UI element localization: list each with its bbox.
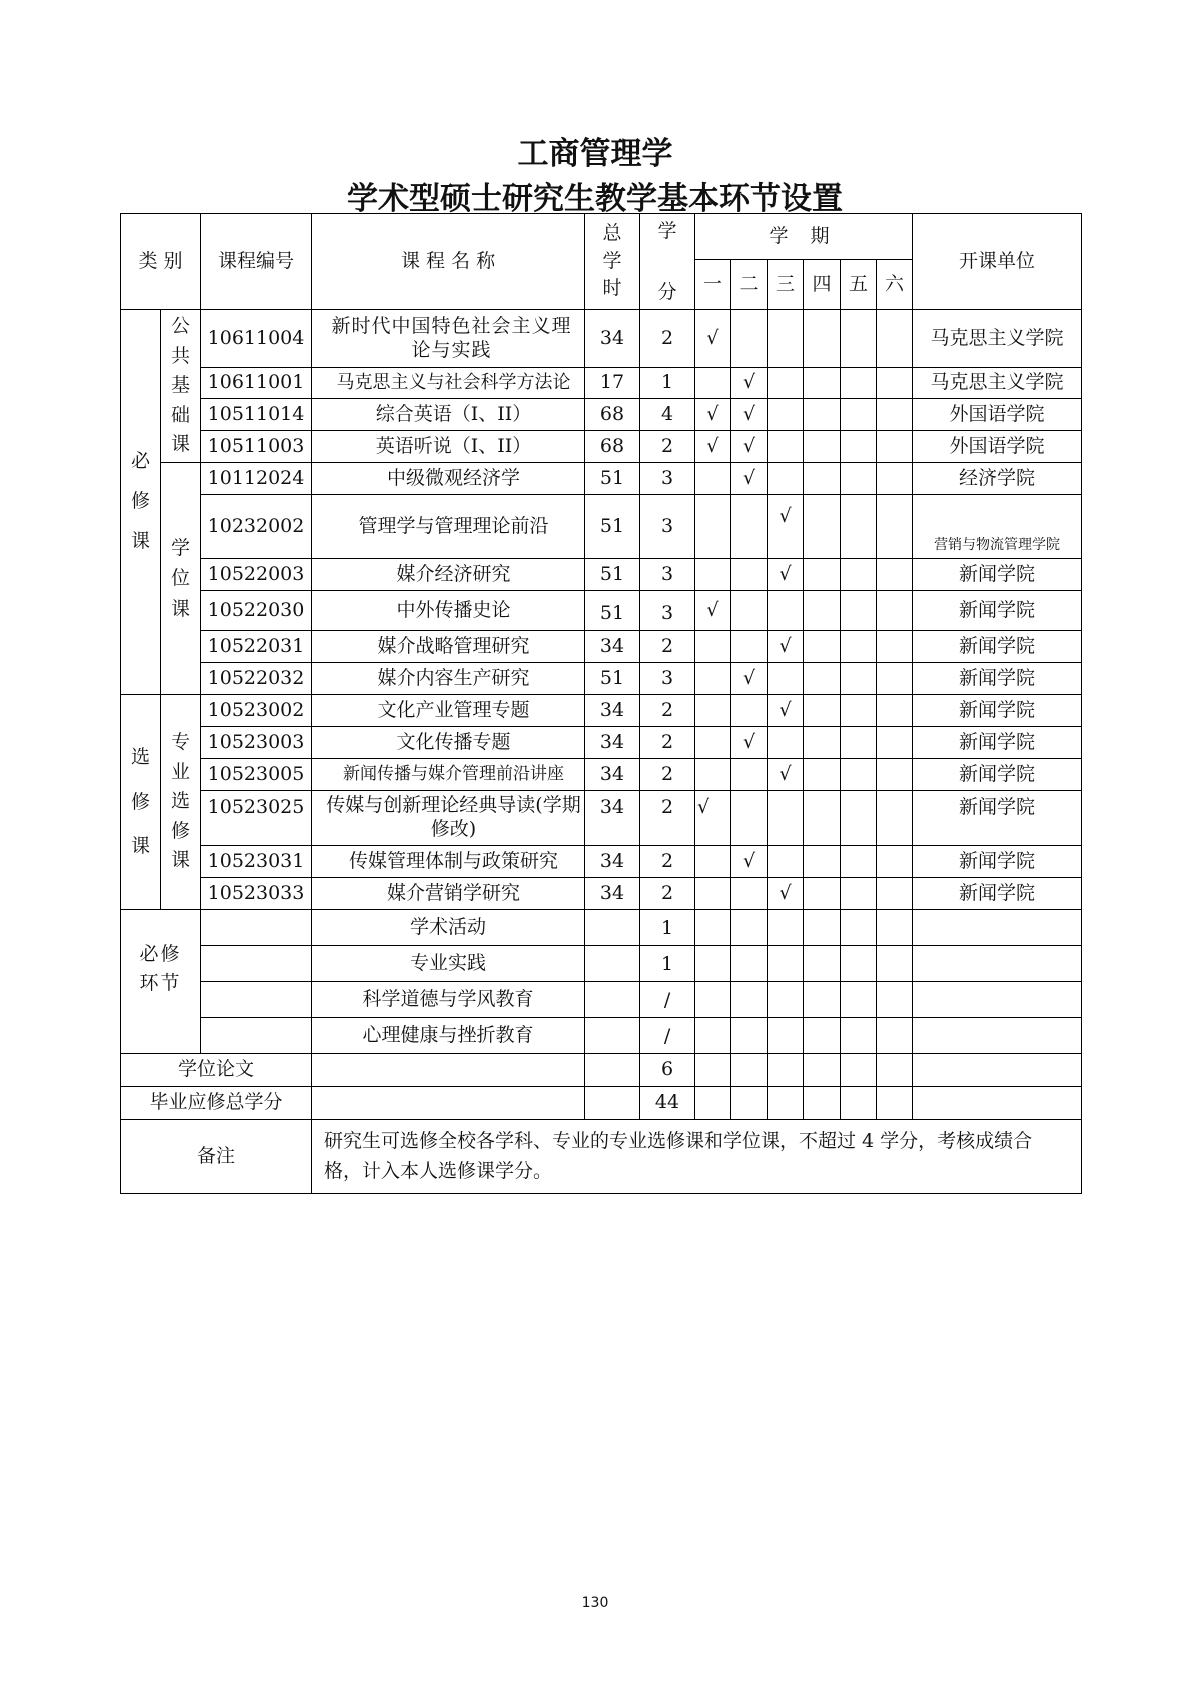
blank-cell (585, 910, 640, 946)
check-mark: √ (731, 431, 768, 463)
course-hours: 34 (585, 878, 640, 910)
check-mark (841, 759, 877, 791)
header-category: 类 别 (121, 214, 201, 310)
course-hours: 51 (585, 591, 640, 631)
header-name: 课 程 名 称 (312, 214, 585, 310)
check-mark: √ (731, 727, 768, 759)
check-mark (841, 846, 877, 878)
link-name: 科学道德与学风教育 (312, 982, 585, 1018)
table-row (121, 910, 1082, 946)
check-mark (841, 878, 877, 910)
check-mark (841, 431, 877, 463)
course-hours: 34 (585, 846, 640, 878)
course-hours: 68 (585, 399, 640, 431)
thesis-credit: 6 (640, 1054, 695, 1087)
remark-text: 研究生可选修全校各学科、专业的专业选修课和学位课，不超过 4 学分，考核成绩合格，计入本人选修课学分。 (312, 1120, 1082, 1194)
check-mark (768, 846, 804, 878)
semester-5: 五 (841, 260, 877, 310)
check-mark: √ (768, 878, 804, 910)
check-mark (877, 878, 913, 910)
check-mark (804, 559, 841, 591)
table-row (121, 1054, 1082, 1087)
course-unit: 新闻学院 (913, 591, 1082, 631)
link-name: 心理健康与挫折教育 (312, 1018, 585, 1054)
check-mark (877, 368, 913, 399)
course-code: 10522030 (201, 591, 312, 631)
check-mark (768, 431, 804, 463)
course-hours: 34 (585, 791, 640, 846)
course-code: 10523005 (201, 759, 312, 791)
course-unit: 新闻学院 (913, 791, 1082, 846)
course-unit: 外国语学院 (913, 431, 1082, 463)
check-mark: √ (768, 495, 804, 559)
check-mark (877, 495, 913, 559)
course-code: 10232002 (201, 495, 312, 559)
header-credit: 学 分 (640, 214, 695, 310)
table-row (121, 1087, 1082, 1120)
header-unit: 开课单位 (913, 214, 1082, 310)
table-row (121, 759, 1082, 791)
table-row (121, 591, 1082, 631)
header-hours: 总 学 时 (585, 214, 640, 310)
check-mark (695, 663, 731, 695)
blank-cell (201, 946, 312, 982)
table-row (121, 368, 1082, 399)
check-mark: √ (695, 591, 731, 631)
check-mark (731, 591, 768, 631)
course-name: 媒介营销学研究 (312, 878, 585, 910)
course-hours: 34 (585, 759, 640, 791)
course-hours: 34 (585, 727, 640, 759)
course-hours: 34 (585, 631, 640, 663)
check-mark (804, 695, 841, 727)
check-mark (695, 878, 731, 910)
check-mark (695, 727, 731, 759)
course-unit: 经济学院 (913, 463, 1082, 495)
check-mark (804, 495, 841, 559)
check-mark (841, 631, 877, 663)
course-name: 综合英语（I、II） (312, 399, 585, 431)
check-mark (695, 695, 731, 727)
total-credit: 44 (640, 1087, 695, 1120)
course-hours: 51 (585, 559, 640, 591)
course-hours: 51 (585, 495, 640, 559)
course-code: 10511003 (201, 431, 312, 463)
check-mark: √ (731, 368, 768, 399)
check-mark (841, 399, 877, 431)
course-code: 10611001 (201, 368, 312, 399)
table-row (121, 495, 1082, 559)
blank-cell (585, 946, 640, 982)
table-row (121, 663, 1082, 695)
table-row (121, 399, 1082, 431)
course-code: 10522031 (201, 631, 312, 663)
course-code: 10523002 (201, 695, 312, 727)
check-mark (768, 368, 804, 399)
course-hours: 68 (585, 431, 640, 463)
check-mark (804, 631, 841, 663)
table-row (121, 310, 1082, 368)
check-mark (768, 399, 804, 431)
group-major-elective: 专 业 选 修 课 (161, 695, 201, 910)
course-name: 传媒管理体制与政策研究 (312, 846, 585, 878)
course-credit: 2 (640, 759, 695, 791)
course-code: 10523031 (201, 846, 312, 878)
course-credit: 3 (640, 591, 695, 631)
course-code: 10511014 (201, 399, 312, 431)
check-mark: √ (695, 431, 731, 463)
table-row (121, 982, 1082, 1018)
check-mark (841, 368, 877, 399)
check-mark (804, 791, 841, 846)
check-mark (804, 591, 841, 631)
check-mark (731, 791, 768, 846)
course-unit: 外国语学院 (913, 399, 1082, 431)
course-credit: 3 (640, 495, 695, 559)
table-row (121, 791, 1082, 846)
course-unit: 马克思主义学院 (913, 368, 1082, 399)
check-mark: √ (768, 631, 804, 663)
course-unit: 新闻学院 (913, 695, 1082, 727)
blank-cell (201, 1018, 312, 1054)
check-mark (731, 878, 768, 910)
course-credit: 2 (640, 310, 695, 368)
check-mark (731, 310, 768, 368)
course-hours: 51 (585, 463, 640, 495)
semester-4: 四 (804, 260, 841, 310)
link-credit: / (640, 1018, 695, 1054)
course-hours: 51 (585, 663, 640, 695)
table-row (121, 1120, 1082, 1194)
check-mark (804, 878, 841, 910)
check-mark (877, 695, 913, 727)
check-mark (841, 463, 877, 495)
course-name: 新时代中国特色社会主义理论与实践 (312, 310, 585, 368)
check-mark: √ (731, 463, 768, 495)
check-mark (877, 663, 913, 695)
check-mark (841, 495, 877, 559)
course-credit: 3 (640, 463, 695, 495)
required-links-label: 必修环节 (139, 943, 182, 995)
check-mark (768, 663, 804, 695)
blank-cell (201, 910, 312, 946)
check-mark (877, 846, 913, 878)
course-name: 文化产业管理专题 (312, 695, 585, 727)
check-mark (877, 759, 913, 791)
course-hours: 34 (585, 310, 640, 368)
check-mark (731, 759, 768, 791)
course-name: 新闻传播与媒介管理前沿讲座 (312, 759, 585, 791)
course-table (120, 213, 1082, 1194)
course-unit: 新闻学院 (913, 727, 1082, 759)
check-mark: √ (695, 310, 731, 368)
table-row (121, 846, 1082, 878)
course-credit: 2 (640, 631, 695, 663)
blank-cell (201, 982, 312, 1018)
check-mark (841, 791, 877, 846)
link-name: 学术活动 (312, 910, 585, 946)
course-credit: 2 (640, 878, 695, 910)
check-mark (695, 846, 731, 878)
course-name: 媒介经济研究 (312, 559, 585, 591)
thesis-label: 学位论文 (121, 1054, 312, 1087)
check-mark: √ (768, 759, 804, 791)
course-credit: 2 (640, 431, 695, 463)
check-mark (695, 559, 731, 591)
check-mark (877, 399, 913, 431)
course-name: 媒介战略管理研究 (312, 631, 585, 663)
course-credit: 3 (640, 663, 695, 695)
check-mark (768, 791, 804, 846)
course-code: 10522003 (201, 559, 312, 591)
course-name: 中级微观经济学 (312, 463, 585, 495)
course-credit: 4 (640, 399, 695, 431)
course-code: 10523025 (201, 791, 312, 846)
course-unit: 新闻学院 (913, 663, 1082, 695)
course-unit: 新闻学院 (913, 846, 1082, 878)
group-public-basic: 公 共 基 础 课 (161, 310, 201, 463)
check-mark (841, 310, 877, 368)
check-mark (877, 310, 913, 368)
course-unit: 新闻学院 (913, 631, 1082, 663)
course-name: 文化传播专题 (312, 727, 585, 759)
total-label: 毕业应修总学分 (121, 1087, 312, 1120)
check-mark: √ (731, 846, 768, 878)
link-credit: 1 (640, 910, 695, 946)
check-mark (804, 431, 841, 463)
table-row (121, 1018, 1082, 1054)
check-mark (804, 368, 841, 399)
check-mark (841, 663, 877, 695)
table-row (121, 878, 1082, 910)
table-row (121, 695, 1082, 727)
course-credit: 3 (640, 559, 695, 591)
check-mark (877, 631, 913, 663)
check-mark (804, 663, 841, 695)
check-mark: √ (768, 559, 804, 591)
check-mark (804, 399, 841, 431)
semester-3: 三 (768, 260, 804, 310)
course-unit: 营销与物流管理学院 (913, 495, 1082, 559)
check-mark (695, 463, 731, 495)
semester-1: 一 (695, 260, 731, 310)
check-mark (804, 310, 841, 368)
course-credit: 1 (640, 368, 695, 399)
course-name: 传媒与创新理论经典导读(学期修改) (312, 791, 585, 846)
check-mark (841, 727, 877, 759)
header-semester: 学 期 (695, 214, 913, 260)
blank-cell (585, 982, 640, 1018)
check-mark: √ (768, 695, 804, 727)
check-mark (768, 463, 804, 495)
check-mark (731, 631, 768, 663)
table-row (121, 631, 1082, 663)
table-row (121, 463, 1082, 495)
check-mark (768, 591, 804, 631)
check-mark (695, 631, 731, 663)
check-mark (731, 495, 768, 559)
check-mark (731, 695, 768, 727)
course-hours: 34 (585, 695, 640, 727)
course-name: 中外传播史论 (312, 591, 585, 631)
check-mark (804, 463, 841, 495)
check-mark (695, 495, 731, 559)
check-mark (841, 695, 877, 727)
course-code: 10523003 (201, 727, 312, 759)
check-mark: √ (731, 663, 768, 695)
check-mark (731, 559, 768, 591)
check-mark: √ (695, 399, 731, 431)
check-mark (804, 727, 841, 759)
course-unit: 新闻学院 (913, 559, 1082, 591)
course-code: 10112024 (201, 463, 312, 495)
blank-cell (585, 1018, 640, 1054)
link-name: 专业实践 (312, 946, 585, 982)
semester-6: 六 (877, 260, 913, 310)
table-row (121, 431, 1082, 463)
check-mark (877, 791, 913, 846)
course-code: 10523033 (201, 878, 312, 910)
course-credit: 2 (640, 791, 695, 846)
course-name: 马克思主义与社会科学方法论 (312, 368, 585, 399)
link-credit: / (640, 982, 695, 1018)
course-name: 管理学与管理理论前沿 (312, 495, 585, 559)
course-name: 媒介内容生产研究 (312, 663, 585, 695)
check-mark (804, 759, 841, 791)
page-subtitle: 学术型硕士研究生教学基本环节设置 (347, 181, 843, 217)
course-unit: 马克思主义学院 (913, 310, 1082, 368)
page-number: 130 (581, 1595, 609, 1611)
course-hours: 17 (585, 368, 640, 399)
course-credit: 2 (640, 727, 695, 759)
check-mark (877, 463, 913, 495)
link-credit: 1 (640, 946, 695, 982)
page-title: 工商管理学 (517, 136, 673, 172)
course-unit: 新闻学院 (913, 878, 1082, 910)
check-mark (695, 368, 731, 399)
check-mark (877, 431, 913, 463)
table-row (121, 946, 1082, 982)
remark-label: 备注 (121, 1120, 312, 1194)
group-elective: 选 修 课 (121, 695, 161, 910)
group-required: 必 修 课 (121, 310, 161, 695)
check-mark (841, 591, 877, 631)
check-mark (768, 727, 804, 759)
course-unit: 新闻学院 (913, 759, 1082, 791)
check-mark (768, 310, 804, 368)
header-code: 课程编号 (201, 214, 312, 310)
table-row (121, 559, 1082, 591)
check-mark (695, 759, 731, 791)
check-mark (804, 846, 841, 878)
course-credit: 2 (640, 846, 695, 878)
check-mark: √ (731, 399, 768, 431)
group-required-links (121, 910, 201, 1054)
course-credit: 2 (640, 695, 695, 727)
table-row (121, 727, 1082, 759)
check-mark (841, 559, 877, 591)
course-code: 10522032 (201, 663, 312, 695)
semester-2: 二 (731, 260, 768, 310)
check-mark (877, 559, 913, 591)
group-degree: 学 位 课 (161, 463, 201, 695)
check-mark (877, 591, 913, 631)
check-mark (877, 727, 913, 759)
course-code: 10611004 (201, 310, 312, 368)
check-mark: √ (695, 791, 731, 846)
course-name: 英语听说（I、II） (312, 431, 585, 463)
